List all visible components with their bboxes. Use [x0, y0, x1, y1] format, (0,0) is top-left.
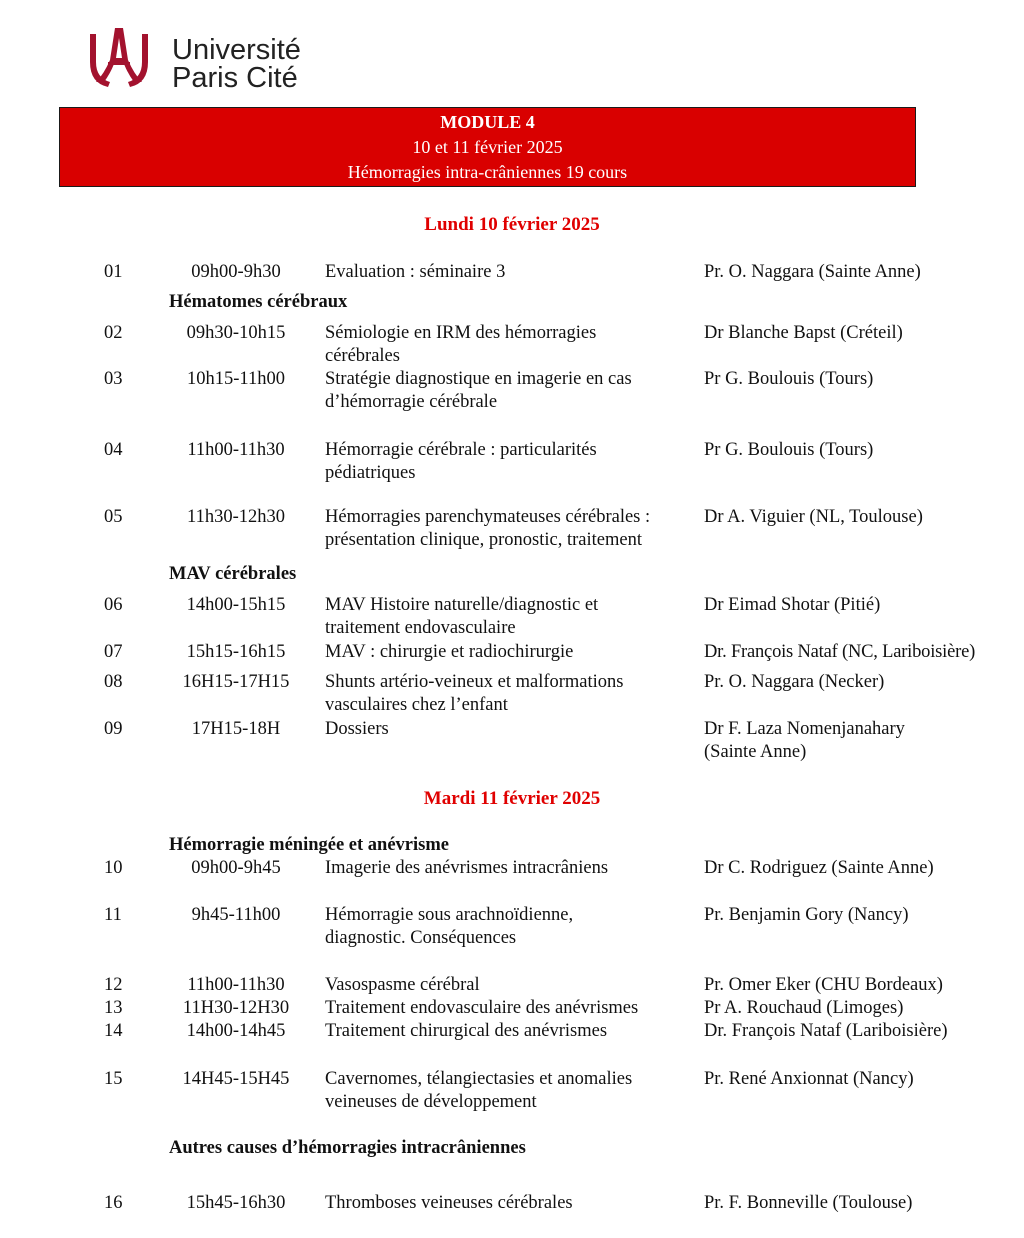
logo-line-1: Université: [172, 34, 301, 66]
course-speaker: Dr C. Rodriguez (Sainte Anne): [704, 858, 934, 878]
course-time: 14h00-15h15: [186, 595, 286, 615]
course-time: 15h45-16h30: [186, 1193, 286, 1213]
course-title: Hémorragie sous arachnoïdienne,: [325, 905, 574, 925]
course-time: 14H45-15H45: [182, 1069, 290, 1089]
course-row: [0, 594, 1024, 644]
eiffel-tower-logo-icon: [86, 24, 152, 90]
course-speaker-line-2: (Sainte Anne): [704, 742, 807, 762]
course-time: 16H15-17H15: [182, 672, 290, 692]
course-number: 04: [104, 440, 123, 460]
course-number: 14: [104, 1021, 123, 1041]
university-logo: [86, 24, 326, 94]
course-speaker: Pr G. Boulouis (Tours): [704, 440, 874, 460]
course-title: MAV : chirurgie et radiochirurgie: [325, 642, 574, 662]
course-speaker: Pr. O. Naggara (Sainte Anne): [704, 262, 921, 282]
course-row: [0, 1020, 1024, 1046]
course-row: [0, 904, 1024, 954]
course-title: Shunts artério-veineux et malformations: [325, 672, 624, 692]
course-time: 9h45-11h00: [191, 905, 281, 925]
course-number: 15: [104, 1069, 123, 1089]
course-title-line-2: pédiatriques: [325, 463, 416, 483]
course-number: 09: [104, 719, 123, 739]
course-title: Dossiers: [325, 719, 389, 739]
course-number: 06: [104, 595, 123, 615]
course-time: 17H15-18H: [191, 719, 281, 739]
logo-line-2: Paris Cité: [172, 62, 298, 94]
course-title: Sémiologie en IRM des hémorragies: [325, 323, 597, 343]
course-number: 12: [104, 975, 123, 995]
course-title: Hémorragie cérébrale : particularités: [325, 440, 597, 460]
course-row: [0, 506, 1024, 556]
course-time: 15h15-16h15: [186, 642, 286, 662]
course-number: 10: [104, 858, 123, 878]
course-title: Traitement chirurgical des anévrismes: [325, 1021, 608, 1041]
course-speaker: Pr G. Boulouis (Tours): [704, 369, 874, 389]
course-speaker: Dr. François Nataf (Lariboisière): [704, 1021, 948, 1041]
course-number: 07: [104, 642, 123, 662]
course-title-line-2: présentation clinique, pronostic, traitement: [325, 530, 642, 550]
module-banner: [59, 107, 916, 187]
course-time: 10h15-11h00: [187, 369, 285, 389]
course-title-line-2: diagnostic. Conséquences: [325, 928, 517, 948]
course-speaker: Pr. O. Naggara (Necker): [704, 672, 885, 692]
course-row: [0, 718, 1024, 768]
module-dates: 10 et 11 février 2025: [412, 137, 563, 157]
course-title: Imagerie des anévrismes intracrâniens: [325, 858, 609, 878]
course-title: Vasospasme cérébral: [325, 975, 480, 995]
course-speaker: Pr A. Rouchaud (Limoges): [704, 998, 904, 1018]
course-time: 09h00-9h45: [191, 858, 281, 878]
course-title: Cavernomes, télangiectasies et anomalies: [325, 1069, 633, 1089]
course-row: [0, 322, 1024, 372]
course-row: [0, 439, 1024, 489]
course-speaker: Pr. F. Bonneville (Toulouse): [704, 1193, 913, 1213]
course-speaker: Pr. Omer Eker (CHU Bordeaux): [704, 975, 943, 995]
course-row: [0, 368, 1024, 418]
course-number: 02: [104, 323, 123, 343]
course-speaker: Dr F. Laza Nomenjanahary: [704, 719, 905, 739]
module-title: MODULE 4: [440, 112, 535, 132]
course-speaker: Dr. François Nataf (NC, Lariboisière): [704, 642, 976, 662]
module-subtitle: Hémorragies intra-crâniennes 19 cours: [347, 162, 628, 182]
course-row: [0, 641, 1024, 667]
day-heading-monday: Lundi 10 février 2025: [424, 214, 600, 235]
course-number: 16: [104, 1193, 123, 1213]
course-title-line-2: vasculaires chez l’enfant: [325, 695, 508, 715]
course-row: [0, 671, 1024, 721]
section-heading: Autres causes d’hémorragies intracrâniennes: [169, 1138, 526, 1158]
course-time: 11h00-11h30: [187, 440, 285, 460]
course-title: Hémorragies parenchymateuses cérébrales :: [325, 507, 651, 527]
course-row: [0, 1068, 1024, 1118]
course-title-line-2: d’hémorragie cérébrale: [325, 392, 498, 412]
section-heading: MAV cérébrales: [169, 564, 297, 584]
course-row: [0, 857, 1024, 883]
course-row: [0, 261, 1024, 311]
day-heading-tuesday: Mardi 11 février 2025: [423, 788, 601, 809]
section-heading: Hématomes cérébraux: [169, 292, 348, 312]
course-title: Evaluation : séminaire 3: [325, 262, 506, 282]
course-title-line-2: veineuses de développement: [325, 1092, 537, 1112]
course-number: 13: [104, 998, 123, 1018]
course-title: Thromboses veineuses cérébrales: [325, 1193, 573, 1213]
course-time: 09h30-10h15: [186, 323, 286, 343]
course-speaker: Dr Blanche Bapst (Créteil): [704, 323, 903, 343]
course-time: 11h00-11h30: [187, 975, 285, 995]
course-speaker: Pr. Benjamin Gory (Nancy): [704, 905, 909, 925]
course-title: MAV Histoire naturelle/diagnostic et: [325, 595, 599, 615]
course-time: 09h00-9h30: [191, 262, 281, 282]
course-speaker: Dr Eimad Shotar (Pitié): [704, 595, 881, 615]
course-number: 08: [104, 672, 123, 692]
course-title: Traitement endovasculaire des anévrismes: [325, 998, 639, 1018]
course-time: 11h30-12h30: [187, 507, 285, 527]
course-title: Stratégie diagnostique en imagerie en cas: [325, 369, 632, 389]
course-time: 14h00-14h45: [186, 1021, 286, 1041]
section-heading: Hémorragie méningée et anévrisme: [169, 835, 449, 855]
course-time: 11H30-12H30: [182, 998, 290, 1018]
course-speaker: Pr. René Anxionnat (Nancy): [704, 1069, 914, 1089]
course-number: 03: [104, 369, 123, 389]
course-number: 05: [104, 507, 123, 527]
course-title-line-2: cérébrales: [325, 346, 400, 366]
course-title-line-2: traitement endovasculaire: [325, 618, 516, 638]
course-row: [0, 1192, 1024, 1218]
course-speaker: Dr A. Viguier (NL, Toulouse): [704, 507, 923, 527]
course-number: 11: [104, 905, 122, 925]
course-number: 01: [104, 262, 123, 282]
